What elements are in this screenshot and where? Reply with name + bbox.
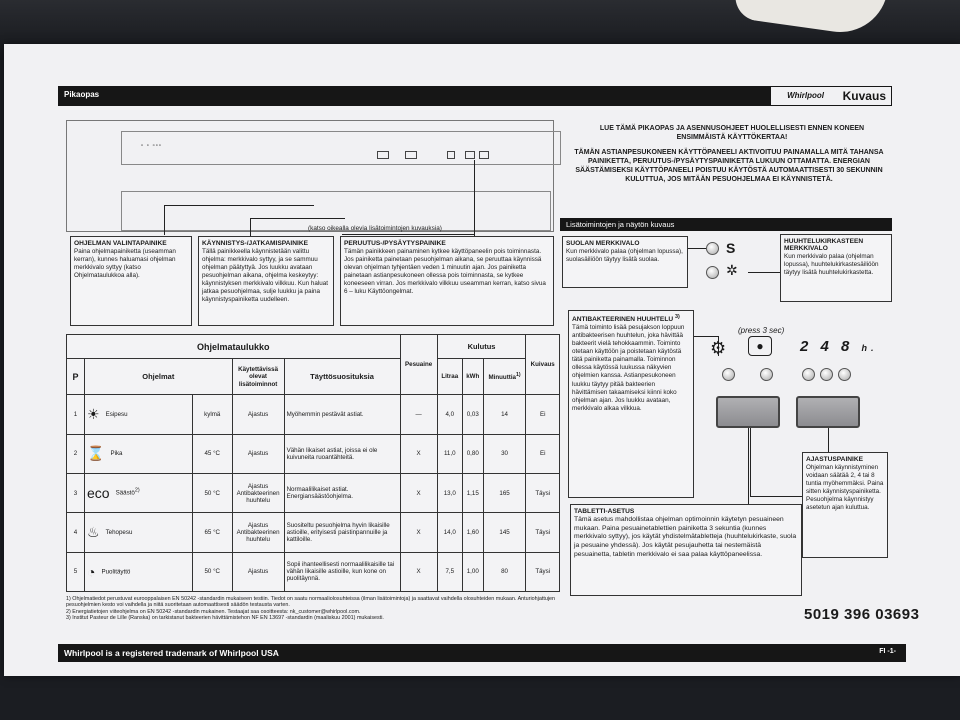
program-number: 5 bbox=[67, 552, 85, 591]
salt-indicator-light bbox=[706, 242, 719, 255]
delay-button-box: AJASTUSPAINIKE Ohjelman käynnistyminen voidaan säätää 2, 4 tai 8 tuntia myöhemmäksi. Paina sitten käynnistyspainiketta. Pesuohjelma käynnistyy asetetun ajan kuluttua. bbox=[802, 452, 888, 558]
program-temperature: 45 °C bbox=[192, 434, 232, 473]
program-litres: 11,0 bbox=[437, 434, 462, 473]
program-litres: 14,0 bbox=[437, 513, 462, 552]
rinse-aid-indicator-box: HUUHTELUKIRKASTEEN MERKKIVALO Kun merkkivalo palaa (ohjelman lopussa), huuhtelukirkastesäiliöön täytyy lisätä huuhtelukirkastetta. bbox=[780, 234, 892, 302]
program-name-note: 2) bbox=[134, 487, 140, 494]
program-options: Ajastus bbox=[232, 395, 284, 434]
table-row bbox=[67, 552, 560, 591]
program-number: 2 bbox=[67, 434, 85, 473]
delay-2h-light bbox=[802, 368, 815, 381]
intro-body: TÄMÄN ASTIANPESUKONEEN KÄYTTÖPANEELI AKTIVOITUU PAINAMALLA MITÄ TAHANSA PAINIKETTA, PERUUTUS-/PYSÄYTYSPAINIKETTA LUKUUN OTTAMATTA. ENERGIAN SÄÄSTÄMISEKSI KÄYTTÖPANEELI POISTUU KÄYTÖSTÄ AUTOMAATTISESTI 30 SEKUNNIN KULUTTUA, JOS MITÄÄN PESUOHJELMAA EI KÄYNNISTETÄ. bbox=[574, 149, 884, 184]
tablet-light bbox=[760, 368, 773, 381]
program-detergent: — bbox=[400, 395, 437, 434]
program-drying: Ei bbox=[526, 434, 560, 473]
brand-logo: Whirlpool bbox=[787, 91, 824, 100]
program-drying: Täysi bbox=[526, 474, 560, 513]
footer-bar bbox=[58, 644, 906, 662]
antibacterial-light bbox=[722, 368, 735, 381]
program-number: 3 bbox=[67, 474, 85, 513]
rinse-aid-indicator-light bbox=[706, 266, 719, 279]
quick-guide-sheet bbox=[4, 44, 960, 676]
program-icon: ☀ bbox=[87, 406, 100, 423]
program-kwh: 1,60 bbox=[462, 513, 483, 552]
table-title: Ohjelmataulukko bbox=[67, 335, 401, 359]
program-drying: Täysi bbox=[526, 513, 560, 552]
program-litres: 13,0 bbox=[437, 474, 462, 513]
delay-button[interactable] bbox=[796, 396, 860, 428]
program-rows bbox=[67, 395, 560, 592]
page-title: Pikaopas bbox=[64, 90, 100, 99]
program-temperature: 50 °C bbox=[192, 474, 232, 513]
antibacterial-icon: ⚙ bbox=[710, 338, 727, 358]
program-drying: Ei bbox=[526, 395, 560, 434]
program-load-recommendation: Normaalilikaiset astiat. Energiansäästöohjelma. bbox=[284, 474, 400, 513]
table-row bbox=[67, 434, 560, 473]
program-detergent: X bbox=[400, 552, 437, 591]
program-options: Ajastus bbox=[232, 552, 284, 591]
panel-note: (katso oikealla olevia lisätoimintojen kuvauksia) bbox=[308, 225, 442, 232]
program-select-callout: OHJELMAN VALINTAPAINIKE Paina ohjelmapainiketta (useamman kerran), kunnes haluamasi ohjelman merkkivalo syttyy (katso Ohjelmataulukkoa alla). bbox=[70, 236, 192, 326]
section-title: Kuvaus bbox=[842, 89, 886, 103]
program-temperature: kylmä bbox=[192, 395, 232, 434]
program-kwh: 0,03 bbox=[462, 395, 483, 434]
tablet-setting-box: TABLETTI-ASETUS Tämä asetus mahdollistaa ohjelman optimoinnin käytetyn pesuaineen mukaan. Paina pesuainetablettien painiketta 3 sekuntia (kunnes merkkivalo syttyy), jos käytät yhdistelmätabletteja (huuhtelukirkaste, suola ja pesuaine yhdessä). Jos käytät pesujauhetta tai nestemäistä pesuainetta, tabletin merkkivalo ei saa palaa käyttöpaneelissa. bbox=[570, 504, 802, 596]
page-number: FI -1- bbox=[879, 648, 896, 655]
table-row bbox=[67, 395, 560, 434]
program-kwh: 1,15 bbox=[462, 474, 483, 513]
program-minutes: 145 bbox=[483, 513, 526, 552]
program-temperature: 50 °C bbox=[192, 552, 232, 591]
salt-icon: S bbox=[726, 240, 736, 256]
program-name-cell bbox=[85, 552, 193, 591]
salt-indicator-box: SUOLAN MERKKIVALO Kun merkkivalo palaa (ohjelman lopussa), suolasäiliöön täytyy lisätä suolaa. bbox=[562, 236, 688, 288]
program-minutes: 165 bbox=[483, 474, 526, 513]
start-resume-callout: KÄYNNISTYS-/JATKAMISPAINIKE Tällä painikkeella käynnistetään valittu ohjelma: merkkivalo syttyy, ja se sammuu ohjelman päätyttyä. Jos luukku avataan pesuohjelman aikana, ohjelma keskeytyy: käynnistyksen merkkivalo vilkkuu. Kun haluat jatkaa pesuohjelmaa, sulje luukku ja paina käynnistyspainiketta uudelleen. bbox=[198, 236, 334, 326]
functions-header: Lisätoimintojen ja näytön kuvaus bbox=[560, 218, 892, 231]
program-minutes: 14 bbox=[483, 395, 526, 434]
rinse-aid-icon: ✲ bbox=[726, 262, 738, 278]
footnotes: 1) Ohjelmatiedot perustuvat eurooppalaisen EN 50242 -standardin mukaiseen testiin. Tiedot on saatu normaaliolosuhteissa (ilman lisätoimintoja) ja saattavat vaihdella olosuhteiden mukaan. Anturiohjattujen pesuohjelmien kesto voi vaihdella ja niitä suoritetaan automaattisesti säädön testausta varten. 2) Energiatietojen viiteohjelma on EN 50242 -standardin mukainen. Testaajat saa osoitteesta: nk_customer@whirlpool.com. 3) Institut Pasteur de Lille (Ranska) on tarkistanut bakteerien hävittämistehon NF EN 13697 -standardin (maaliskuu 2001) mukaisesti. bbox=[66, 596, 556, 622]
program-temperature: 65 °C bbox=[192, 513, 232, 552]
program-options: Ajastus Antibakteerinen huuhtelu bbox=[232, 513, 284, 552]
press-3-sec-label: (press 3 sec) bbox=[738, 326, 785, 335]
cancel-stop-callout: PERUUTUS-/PYSÄYTYSPAINIKE Tämän painikkeen painaminen kytkee käyttöpaneelin pois toiminnasta. Jos painiketta painetaan pesuohjelman aikana, se peruuttaa käynnissä olevan ohjelman tyhjentäen veden 1 minuutin ajan. Jos painiketta painetaan astianpesukoneen ollessa pois toiminnasta, se kytkee koneeseen virran. Jos merkkivalo vilkkuu useamman kerran, katso sivua 6 – luku Käyttöongelmat. bbox=[340, 236, 554, 326]
program-name-cell bbox=[85, 474, 193, 513]
program-number: 4 bbox=[67, 513, 85, 552]
program-load-recommendation: Myöhemmin pestävät astiat. bbox=[284, 395, 400, 434]
program-kwh: 0,80 bbox=[462, 434, 483, 473]
program-icon: ◔ bbox=[87, 563, 96, 580]
delay-hours-display: 2 4 8 h. bbox=[800, 338, 878, 355]
program-name: Pika bbox=[110, 450, 123, 458]
program-options: Ajastus bbox=[232, 434, 284, 473]
trademark-note: Whirlpool is a registered trademark of Whirlpool USA bbox=[64, 648, 279, 658]
program-kwh: 1,00 bbox=[462, 552, 483, 591]
program-detergent: X bbox=[400, 434, 437, 473]
program-litres: 4,0 bbox=[437, 395, 462, 434]
table-row bbox=[67, 474, 560, 513]
program-number: 1 bbox=[67, 395, 85, 434]
program-drying: Täysi bbox=[526, 552, 560, 591]
tablet-icon: ● bbox=[748, 336, 772, 356]
program-load-recommendation: Sopii ihanteellisesti normaalilikaisille tai vähän likaisille astioille, kun kone on puolitäynnä. bbox=[284, 552, 400, 591]
program-name: Säästö bbox=[115, 489, 135, 497]
intro-warning: LUE TÄMÄ PIKAOPAS JA ASENNUSOHJEET HUOLELLISESTI ENNEN KONEEN ENSIMMÄISTÄ KÄYTTÖKERTAA! bbox=[599, 125, 865, 142]
header-bar bbox=[58, 86, 892, 106]
delay-8h-light bbox=[838, 368, 851, 381]
program-name: Esipesu bbox=[105, 411, 128, 419]
program-detergent: X bbox=[400, 474, 437, 513]
program-detergent: X bbox=[400, 513, 437, 552]
program-name-cell bbox=[85, 395, 193, 434]
program-options: Ajastus Antibakteerinen huuhtelu bbox=[232, 474, 284, 513]
program-minutes: 30 bbox=[483, 434, 526, 473]
delay-4h-light bbox=[820, 368, 833, 381]
part-code: 5019 396 03693 bbox=[804, 606, 920, 623]
program-icon: ♨ bbox=[87, 524, 100, 540]
tablet-button[interactable] bbox=[716, 396, 780, 428]
table-row bbox=[67, 513, 560, 552]
program-table: Ohjelmataulukko Pesuaine Kulutus Kuivaus P Ohjelmat Käytettävissä olevat lisätoiminnot Täyttösuosituksia Litraa kWh Minuuttia$^{1)}$ 1 ☀ Esipesu kylmä Ajastus Myöhemmin pestävät astiat. — 4,0 0,03 14 Ei 2 ⌛ Pika 45 °C Ajastus Vähän likaiset astiat, joissa ei ole kuivuneita ruoantähteitä. X 11,0 0,80 30 Ei 3 eco Säästö$^{2)}$ 50 °C Ajastus Antibakteerinen huuhtelu Normaalilikaiset astiat. Energiansäästöohjelma. X 13,0 1,15 165 Täysi 4 ♨ Tehopesu 65 °C Ajastus Antibakteerinen huuhtelu Suositeltu pesuohjelma hyvin likaisille astioille, erityisesti paistinpannuille ja kattiloille. X 14,0 1,60 145 Täysi 5 ◔ Puolitäyttö 50 °C Ajastus Sopii ihanteellisesti normaalilikaisille tai vähän likaisille astioille, kun kone on puolitäynnä. X 7,5 1,00 80 Täysi bbox=[66, 334, 560, 592]
program-icon: eco bbox=[87, 485, 110, 502]
program-litres: 7,5 bbox=[437, 552, 462, 591]
program-name-cell bbox=[85, 513, 193, 552]
program-name-cell bbox=[85, 434, 193, 473]
program-load-recommendation: Suositeltu pesuohjelma hyvin likaisille astioille, erityisesti paistinpannuille ja kattiloille. bbox=[284, 513, 400, 552]
antibacterial-rinse-box: ANTIBAKTEERINEN HUUHTELU $^{3)}$ Tämä toiminto lisää pesujakson loppuun antibakteerisen huuhtelun, joka hävittää bakteerit vielä tehokkaammin. Toiminto otetaan käyttöön ja poistetaan käytöstä tätä painiketta painamalla. Toiminnon ollessa käytössä luukussa näkyvien ohjelmien kanssa. Astianpesukoneen luukku täytyy pitää bakteerien hävittämisen takaamiseksi kiinni koko ohjelman ajan. Jos luukku avataan, merkkivalo alkaa vilkkua. bbox=[568, 310, 694, 498]
control-panel-drawing bbox=[66, 120, 554, 232]
program-load-recommendation: Vähän likaiset astiat, joissa ei ole kuivuneita ruoantähteitä. bbox=[284, 434, 400, 473]
panel-indicator-row: ▫ ▫ ▫▫▫ bbox=[141, 143, 162, 149]
program-minutes: 80 bbox=[483, 552, 526, 591]
program-name: Tehopesu bbox=[105, 529, 133, 537]
program-name: Puolitäyttö bbox=[101, 568, 131, 576]
program-icon: ⌛ bbox=[87, 445, 105, 462]
